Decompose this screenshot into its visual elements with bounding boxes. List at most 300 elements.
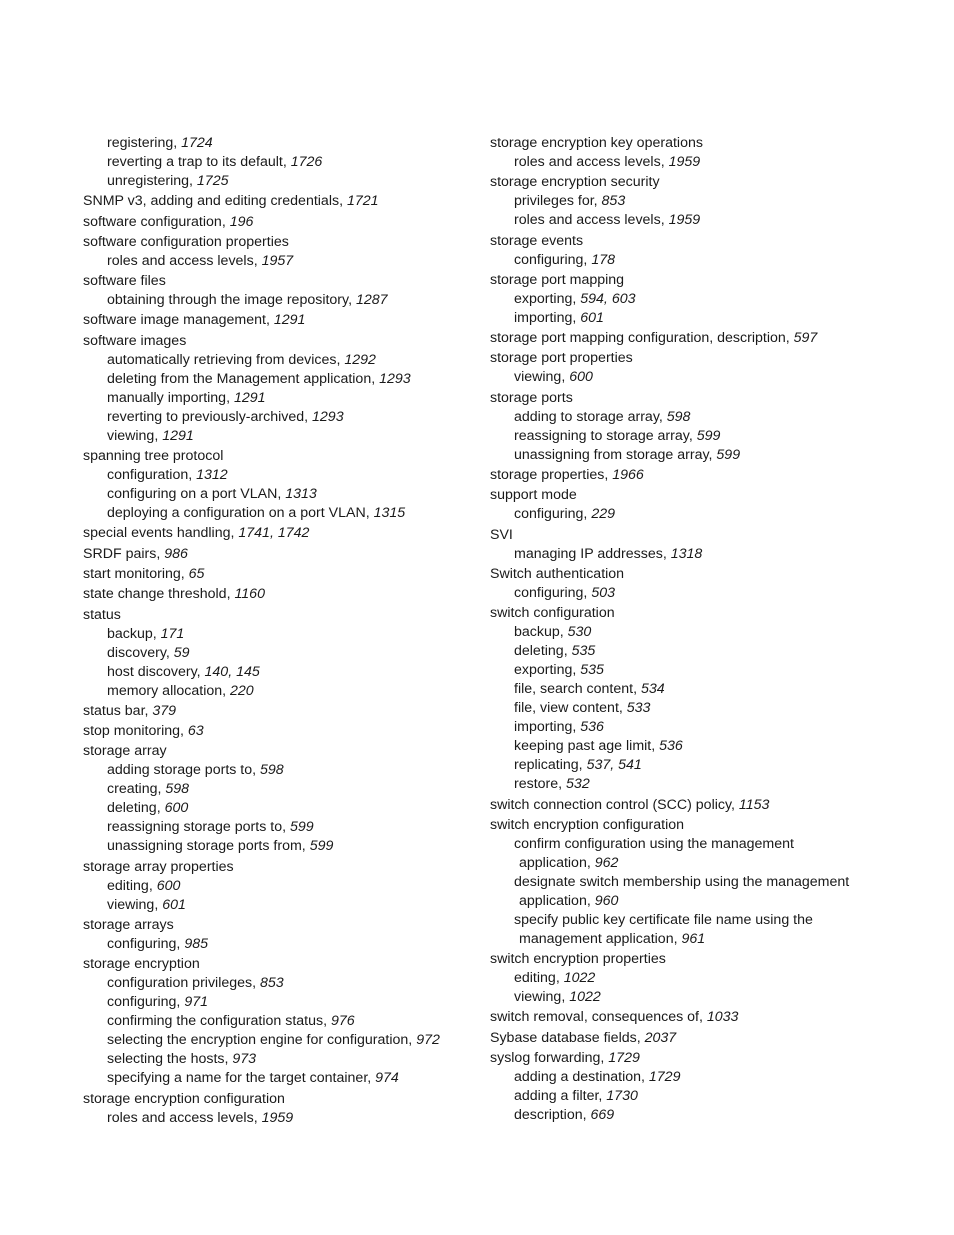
separator: , bbox=[561, 369, 570, 386]
page-reference: 961 bbox=[681, 930, 706, 947]
page-reference: 1729 bbox=[608, 1050, 640, 1067]
index-subentry bbox=[83, 818, 473, 837]
index-term: configuring on a port VLAN bbox=[107, 486, 278, 503]
separator: , bbox=[641, 1069, 649, 1086]
index-term: importing bbox=[514, 719, 573, 736]
index-term: storage encryption configuration bbox=[83, 1090, 285, 1107]
index-entry bbox=[490, 526, 910, 545]
index-entry bbox=[490, 466, 910, 485]
index-term: restore bbox=[514, 776, 559, 793]
separator: , bbox=[785, 330, 794, 347]
index-entry bbox=[490, 816, 910, 835]
index-term: specifying a name for the target container bbox=[107, 1070, 368, 1087]
index-term: roles and access levels bbox=[107, 252, 254, 269]
page-reference: 599 bbox=[716, 446, 741, 463]
index-entry bbox=[83, 955, 473, 974]
index-term: replicating bbox=[514, 757, 579, 774]
separator: , bbox=[226, 586, 235, 603]
page-reference: 974 bbox=[375, 1070, 399, 1087]
index-entry bbox=[83, 332, 473, 351]
separator: , bbox=[348, 292, 356, 309]
index-entry bbox=[490, 389, 910, 408]
page-reference: 536 bbox=[580, 719, 604, 736]
page-reference: 536 bbox=[659, 738, 683, 755]
page-reference: 1741, 1742 bbox=[238, 525, 310, 542]
index-term: storage arrays bbox=[83, 917, 174, 934]
index-entry bbox=[490, 1029, 910, 1048]
index-term: SRDF pairs bbox=[83, 545, 157, 562]
page-reference: 503 bbox=[591, 584, 615, 601]
page-reference: 171 bbox=[160, 625, 185, 642]
separator: , bbox=[165, 644, 174, 661]
page-reference: 669 bbox=[590, 1107, 615, 1124]
index-term: specify public key certificate file name using the bbox=[514, 911, 813, 928]
index-term: configuring bbox=[514, 584, 584, 601]
separator: , bbox=[731, 796, 739, 813]
index-subentry bbox=[83, 644, 473, 663]
separator: , bbox=[572, 290, 581, 307]
index-term: adding a filter bbox=[514, 1088, 599, 1105]
index-entry bbox=[490, 604, 910, 623]
index-entry bbox=[83, 192, 473, 211]
index-term: Sybase database fields bbox=[490, 1029, 637, 1046]
index-term: obtaining through the image repository bbox=[107, 292, 349, 309]
index-term: reassigning to storage array bbox=[514, 427, 689, 444]
index-term: deleting from the Management application bbox=[107, 370, 372, 387]
index-column-right bbox=[490, 134, 910, 1125]
separator: , bbox=[572, 662, 581, 679]
index-entry bbox=[83, 565, 473, 584]
separator: , bbox=[282, 819, 290, 836]
separator: , bbox=[148, 877, 157, 894]
separator: , bbox=[572, 309, 581, 326]
index-subentry bbox=[490, 623, 910, 642]
index-subentry bbox=[83, 799, 473, 818]
page-reference: 973 bbox=[232, 1051, 257, 1068]
page-reference: 1022 bbox=[563, 970, 596, 987]
index-subentry bbox=[490, 545, 910, 564]
separator: , bbox=[323, 1013, 331, 1030]
index-subentry bbox=[490, 835, 910, 854]
separator: , bbox=[600, 1050, 609, 1067]
page-reference: 1293 bbox=[312, 408, 344, 425]
index-subentry bbox=[83, 427, 473, 446]
index-entry bbox=[83, 213, 473, 232]
index-term: syslog forwarding bbox=[490, 1050, 601, 1067]
index-entry bbox=[83, 545, 473, 564]
index-entry bbox=[490, 232, 910, 251]
separator: , bbox=[224, 1051, 233, 1068]
index-term: storage port mapping bbox=[490, 271, 625, 288]
index-term: storage array properties bbox=[83, 858, 234, 875]
index-entry bbox=[490, 486, 910, 505]
index-term: deleting bbox=[107, 800, 157, 817]
separator: , bbox=[282, 154, 291, 170]
separator: , bbox=[636, 1029, 645, 1046]
index-subentry bbox=[490, 969, 910, 988]
index-subentry bbox=[83, 1050, 473, 1069]
page-reference: 962 bbox=[594, 854, 619, 871]
separator: , bbox=[660, 212, 669, 229]
page-reference: 985 bbox=[184, 936, 208, 953]
separator: , bbox=[673, 930, 682, 947]
page-reference: 196 bbox=[229, 213, 254, 230]
separator: , bbox=[559, 624, 568, 641]
index-subentry bbox=[83, 974, 473, 993]
index-term: storage properties bbox=[490, 467, 605, 484]
index-term: roles and access levels bbox=[514, 212, 661, 229]
index-term: viewing bbox=[514, 369, 562, 386]
index-entry bbox=[490, 134, 910, 153]
page-reference: 601 bbox=[162, 896, 186, 913]
separator: , bbox=[230, 525, 239, 542]
index-entry bbox=[83, 524, 473, 543]
index-subentry bbox=[490, 1106, 910, 1125]
page-reference: 1315 bbox=[373, 505, 406, 522]
index-subentry bbox=[490, 1068, 910, 1087]
index-subentry bbox=[83, 1069, 473, 1088]
separator: , bbox=[144, 702, 153, 719]
index-subentry bbox=[490, 290, 910, 309]
index-subentry bbox=[83, 408, 473, 427]
separator: , bbox=[582, 1107, 591, 1124]
index-term: configuration privileges bbox=[107, 975, 253, 992]
index-term: registering bbox=[107, 135, 174, 151]
index-subentry bbox=[83, 1012, 473, 1031]
index-subentry bbox=[490, 854, 910, 873]
separator: , bbox=[558, 776, 567, 793]
index-term: selecting the hosts bbox=[107, 1051, 225, 1068]
index-term: software configuration properties bbox=[83, 233, 289, 250]
index-entry bbox=[490, 950, 910, 969]
page-reference: 598 bbox=[666, 408, 691, 425]
index-term: description bbox=[514, 1107, 583, 1124]
index-subentry bbox=[490, 988, 910, 1007]
index-subentry bbox=[490, 680, 910, 699]
index-term: backup bbox=[107, 625, 153, 642]
page-reference: 535 bbox=[571, 643, 596, 660]
index-term: editing bbox=[514, 970, 556, 987]
index-term: adding storage ports to bbox=[107, 762, 253, 779]
index-term: switch encryption configuration bbox=[490, 816, 684, 833]
index-entry bbox=[83, 722, 473, 741]
separator: , bbox=[336, 351, 345, 368]
index-entry bbox=[83, 858, 473, 877]
separator: , bbox=[252, 975, 261, 992]
page-reference: 1291 bbox=[162, 427, 194, 444]
separator: , bbox=[152, 625, 161, 642]
index-term: host discovery bbox=[107, 663, 197, 680]
index-term: start monitoring bbox=[83, 565, 181, 582]
page-reference: 599 bbox=[696, 427, 721, 444]
index-entry bbox=[83, 585, 473, 604]
separator: , bbox=[189, 173, 197, 189]
index-entry bbox=[83, 447, 473, 466]
separator: , bbox=[583, 251, 592, 268]
page-reference: 1291 bbox=[273, 312, 306, 329]
separator: , bbox=[252, 762, 261, 779]
index-subentry bbox=[490, 192, 910, 211]
page-reference: 1721 bbox=[346, 193, 379, 210]
index-term: selecting the encryption engine for configuration bbox=[107, 1032, 409, 1049]
separator: , bbox=[265, 312, 274, 329]
page-reference: 598 bbox=[260, 762, 284, 779]
page-reference: 594, 603 bbox=[580, 290, 636, 307]
index-subentry bbox=[83, 172, 473, 191]
index-subentry bbox=[83, 134, 473, 153]
page-reference: 599 bbox=[289, 819, 314, 836]
index-subentry bbox=[83, 877, 473, 896]
page-reference: 1725 bbox=[196, 173, 229, 189]
separator: , bbox=[563, 643, 572, 660]
page-reference: 1313 bbox=[285, 486, 317, 503]
index-term: editing bbox=[107, 877, 149, 894]
page-reference: 1287 bbox=[355, 292, 388, 309]
separator: , bbox=[226, 389, 234, 406]
separator: , bbox=[180, 723, 188, 740]
index-entry bbox=[83, 702, 473, 721]
page-reference: 2037 bbox=[644, 1029, 677, 1046]
index-subentry bbox=[490, 775, 910, 794]
index-subentry bbox=[490, 584, 910, 603]
index-subentry bbox=[490, 251, 910, 270]
index-subentry bbox=[83, 389, 473, 408]
index-term: storage port properties bbox=[490, 350, 633, 367]
index-term: SVI bbox=[490, 526, 513, 543]
index-subentry bbox=[83, 351, 473, 370]
page-reference: 1724 bbox=[181, 135, 213, 151]
index-subentry bbox=[490, 737, 910, 756]
index-term: Switch authentication bbox=[490, 565, 625, 582]
index-term: configuring bbox=[514, 251, 584, 268]
page-reference: 533 bbox=[626, 700, 651, 717]
page-reference: 853 bbox=[260, 975, 284, 992]
index-subentry bbox=[83, 780, 473, 799]
page-reference: 178 bbox=[591, 251, 615, 268]
index-term: software image management bbox=[83, 312, 266, 329]
index-entry bbox=[490, 349, 910, 368]
page-reference: 1318 bbox=[670, 545, 703, 562]
index-term: storage events bbox=[490, 232, 584, 249]
page-reference: 1726 bbox=[290, 154, 323, 170]
separator: , bbox=[157, 781, 166, 798]
index-term: memory allocation bbox=[107, 682, 223, 699]
page-reference: 853 bbox=[601, 193, 626, 210]
page-reference: 1312 bbox=[196, 467, 228, 484]
separator: , bbox=[688, 427, 697, 444]
index-term: storage encryption bbox=[83, 956, 200, 973]
page-reference: 960 bbox=[594, 892, 619, 909]
page-reference: 140, 145 bbox=[204, 663, 260, 680]
index-term: roles and access levels bbox=[514, 154, 661, 170]
index-term: confirm configuration using the management bbox=[514, 835, 794, 852]
index-subentry bbox=[83, 1031, 473, 1050]
separator: , bbox=[708, 446, 717, 463]
separator: , bbox=[618, 700, 627, 717]
index-term: software files bbox=[83, 273, 166, 290]
separator: , bbox=[698, 1009, 707, 1026]
separator: , bbox=[367, 1070, 376, 1087]
index-term: storage encryption security bbox=[490, 174, 660, 191]
index-term: status bar bbox=[83, 702, 145, 719]
separator: , bbox=[572, 719, 581, 736]
index-term: status bbox=[83, 606, 121, 623]
index-term: software configuration bbox=[83, 213, 222, 230]
index-term: management application bbox=[519, 930, 674, 947]
index-subentry bbox=[83, 993, 473, 1012]
index-term: application bbox=[519, 892, 587, 909]
index-entry bbox=[490, 565, 910, 584]
index-subentry bbox=[83, 504, 473, 523]
separator: , bbox=[651, 738, 660, 755]
index-term: support mode bbox=[490, 487, 577, 504]
index-term: unassigning storage ports from bbox=[107, 838, 302, 855]
index-term: configuration bbox=[107, 467, 189, 484]
page-reference: 600 bbox=[164, 800, 189, 817]
index-entry bbox=[83, 272, 473, 291]
separator: , bbox=[365, 505, 374, 522]
page-reference: 598 bbox=[165, 781, 190, 798]
index-term: switch configuration bbox=[490, 605, 615, 622]
index-entry bbox=[83, 311, 473, 330]
index-term: state change threshold bbox=[83, 586, 227, 603]
index-term: unassigning from storage array bbox=[514, 446, 709, 463]
index-term: importing bbox=[514, 309, 573, 326]
index-subentry bbox=[83, 370, 473, 389]
index-term: backup bbox=[514, 624, 560, 641]
index-entry bbox=[490, 329, 910, 348]
index-term: privileges for bbox=[514, 193, 594, 210]
index-subentry bbox=[490, 446, 910, 465]
index-subentry bbox=[490, 427, 910, 446]
index-term: reassigning storage ports to bbox=[107, 819, 283, 836]
separator: , bbox=[222, 682, 231, 699]
index-subentry bbox=[83, 252, 473, 271]
page-reference: 976 bbox=[330, 1013, 355, 1030]
page-reference: 534 bbox=[640, 681, 665, 698]
index-term: viewing bbox=[514, 989, 562, 1006]
index-subentry bbox=[490, 1087, 910, 1106]
index-subentry bbox=[490, 309, 910, 328]
page-reference: 63 bbox=[187, 723, 204, 740]
index-subentry bbox=[490, 408, 910, 427]
page-reference: 1959 bbox=[261, 1109, 294, 1126]
page-reference: 986 bbox=[164, 545, 188, 562]
index-entry bbox=[83, 742, 473, 761]
index-term: special events handling bbox=[83, 525, 231, 542]
separator: , bbox=[156, 545, 165, 562]
index-term: adding to storage array bbox=[514, 408, 659, 425]
index-subentry bbox=[83, 625, 473, 644]
page-reference: 1022 bbox=[569, 989, 601, 1006]
index-subentry bbox=[490, 873, 910, 892]
index-subentry bbox=[83, 485, 473, 504]
index-subentry bbox=[490, 368, 910, 387]
index-term: spanning tree protocol bbox=[83, 448, 224, 465]
page-reference: 65 bbox=[188, 565, 205, 582]
page-reference: 1730 bbox=[606, 1088, 638, 1105]
index-term: managing IP addresses bbox=[514, 545, 663, 562]
index-term: creating bbox=[107, 781, 158, 798]
index-subentry bbox=[83, 291, 473, 310]
page-reference: 600 bbox=[569, 369, 593, 386]
index-subentry bbox=[490, 661, 910, 680]
separator: , bbox=[658, 408, 667, 425]
page-reference: 1966 bbox=[612, 467, 644, 484]
index-term: configuring bbox=[107, 994, 177, 1011]
index-column-left bbox=[83, 134, 473, 1128]
page-reference: 1729 bbox=[648, 1069, 681, 1086]
separator: , bbox=[196, 663, 205, 680]
index-entry bbox=[83, 1090, 473, 1109]
index-entry bbox=[490, 1008, 910, 1027]
index-subentry bbox=[490, 930, 910, 949]
separator: , bbox=[662, 545, 671, 562]
separator: , bbox=[633, 681, 641, 698]
separator: , bbox=[154, 427, 163, 444]
index-subentry bbox=[490, 892, 910, 911]
index-term: adding a destination bbox=[514, 1069, 642, 1086]
page-reference: 600 bbox=[156, 877, 181, 894]
separator: , bbox=[176, 994, 185, 1011]
page-reference: 220 bbox=[230, 682, 254, 699]
index-term: roles and access levels bbox=[107, 1109, 254, 1126]
index-subentry bbox=[490, 699, 910, 718]
page-reference: 229 bbox=[591, 506, 615, 523]
index-subentry bbox=[83, 682, 473, 701]
page-reference: 1293 bbox=[379, 370, 411, 387]
separator: , bbox=[583, 506, 592, 523]
index-entry bbox=[490, 1049, 910, 1068]
index-subentry bbox=[83, 761, 473, 780]
index-term: keeping past age limit bbox=[514, 738, 652, 755]
index-term: manually importing bbox=[107, 389, 227, 406]
index-term: exporting bbox=[514, 662, 573, 679]
index-subentry bbox=[83, 153, 473, 172]
index-term: SNMP v3, adding and editing credentials bbox=[83, 193, 340, 210]
page-reference: 1959 bbox=[668, 212, 701, 229]
index-subentry bbox=[83, 466, 473, 485]
separator: , bbox=[586, 892, 595, 909]
index-entry bbox=[83, 916, 473, 935]
separator: , bbox=[301, 838, 310, 855]
index-term: exporting bbox=[514, 290, 573, 307]
index-term: unregistering bbox=[107, 173, 190, 189]
page-reference: 530 bbox=[567, 624, 592, 641]
page-reference: 535 bbox=[580, 662, 604, 679]
index-term: storage port mapping configuration, description bbox=[490, 330, 786, 347]
separator: , bbox=[583, 584, 592, 601]
index-term: confirming the configuration status bbox=[107, 1013, 324, 1030]
page-reference: 1033 bbox=[706, 1009, 739, 1026]
page-reference: 601 bbox=[580, 309, 604, 326]
index-term: configuring bbox=[514, 506, 584, 523]
page-reference: 1959 bbox=[668, 154, 701, 170]
separator: , bbox=[253, 252, 262, 269]
index-subentry bbox=[490, 642, 910, 661]
page-reference: 59 bbox=[173, 644, 190, 661]
separator: , bbox=[408, 1032, 417, 1049]
page-reference: 1291 bbox=[233, 389, 266, 406]
index-term: storage encryption key operations bbox=[490, 135, 703, 151]
separator: , bbox=[555, 970, 564, 987]
page-reference: 537, 541 bbox=[586, 757, 642, 774]
separator: , bbox=[253, 1109, 262, 1126]
index-term: stop monitoring bbox=[83, 723, 180, 740]
page-reference: 971 bbox=[184, 994, 208, 1011]
index-term: viewing bbox=[107, 896, 155, 913]
separator: , bbox=[598, 1088, 607, 1105]
